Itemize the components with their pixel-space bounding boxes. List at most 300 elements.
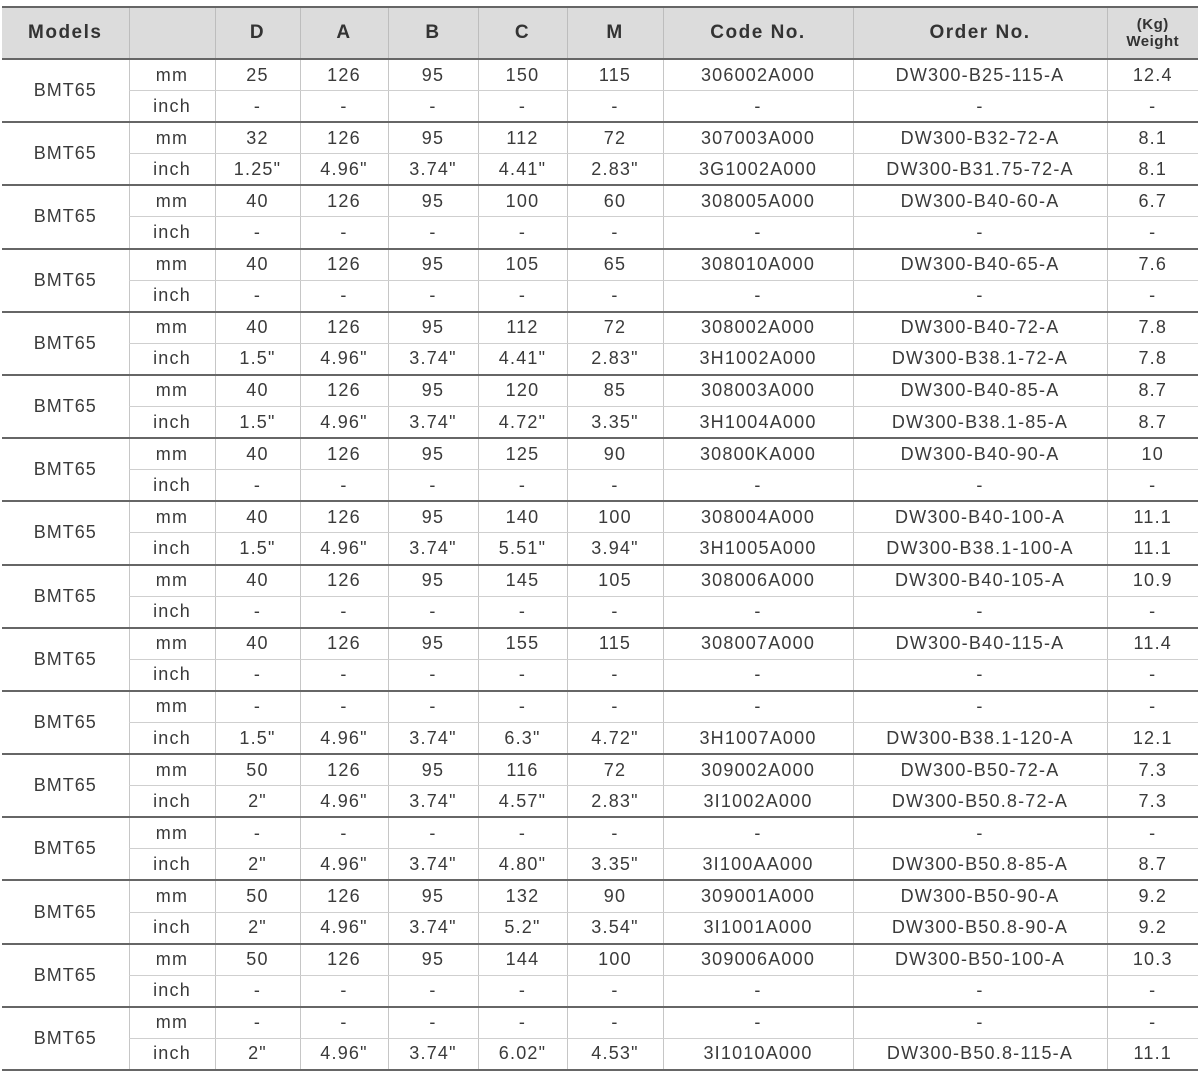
weight-cell: 7.8 (1107, 312, 1198, 344)
code-no-cell: 3I100AA000 (663, 849, 853, 881)
order-no-cell: DW300-B50-72-A (853, 754, 1107, 786)
m-cell: 65 (567, 249, 663, 281)
table-row (2, 912, 1198, 944)
table-row (2, 691, 1198, 723)
b-cell: 95 (388, 59, 478, 91)
c-cell: 5.51" (478, 533, 567, 565)
model-cell: BMT65 (2, 754, 129, 817)
order-no-cell: DW300-B38.1-72-A (853, 343, 1107, 375)
order-no-cell: DW300-B50-100-A (853, 944, 1107, 976)
weight-cell: - (1107, 596, 1198, 628)
table-row (2, 628, 1198, 660)
d-cell: - (215, 817, 300, 849)
c-cell: 140 (478, 501, 567, 533)
code-no-cell: 30800KA000 (663, 438, 853, 470)
c-cell: 112 (478, 122, 567, 154)
d-cell: - (215, 470, 300, 502)
c-cell: - (478, 91, 567, 123)
weight-cell: 8.1 (1107, 154, 1198, 186)
unit-cell: mm (129, 691, 215, 723)
c-cell: 6.3" (478, 722, 567, 754)
unit-cell: inch (129, 912, 215, 944)
b-cell: 3.74" (388, 849, 478, 881)
a-cell: 126 (300, 122, 388, 154)
d-cell: 1.5" (215, 343, 300, 375)
a-cell: - (300, 596, 388, 628)
table-row (2, 786, 1198, 818)
b-cell: 3.74" (388, 1038, 478, 1070)
table-row (2, 533, 1198, 565)
code-no-cell: 3I1001A000 (663, 912, 853, 944)
d-cell: 40 (215, 628, 300, 660)
weight-cell: 10 (1107, 438, 1198, 470)
b-cell: 95 (388, 501, 478, 533)
m-cell: 3.35" (567, 407, 663, 439)
code-no-cell: - (663, 91, 853, 123)
unit-cell: inch (129, 722, 215, 754)
c-cell: - (478, 975, 567, 1007)
m-cell: - (567, 691, 663, 723)
unit-cell: inch (129, 659, 215, 691)
table-row (2, 217, 1198, 249)
table-row (2, 59, 1198, 91)
a-cell: 126 (300, 628, 388, 660)
order-no-cell: DW300-B31.75-72-A (853, 154, 1107, 186)
weight-cell: 8.7 (1107, 407, 1198, 439)
d-cell: 2" (215, 786, 300, 818)
b-cell: 3.74" (388, 912, 478, 944)
unit-cell: inch (129, 470, 215, 502)
order-no-cell: DW300-B40-85-A (853, 375, 1107, 407)
weight-cell: - (1107, 217, 1198, 249)
order-no-cell: - (853, 1007, 1107, 1039)
code-no-cell: 308004A000 (663, 501, 853, 533)
a-cell: 126 (300, 438, 388, 470)
table-row (2, 312, 1198, 344)
a-cell: - (300, 975, 388, 1007)
table-row (2, 407, 1198, 439)
code-no-cell: 307003A000 (663, 122, 853, 154)
m-cell: 90 (567, 880, 663, 912)
order-no-cell: - (853, 91, 1107, 123)
m-cell: - (567, 975, 663, 1007)
code-no-cell: 3H1007A000 (663, 722, 853, 754)
table-row (2, 470, 1198, 502)
model-cell: BMT65 (2, 122, 129, 185)
c-cell: - (478, 596, 567, 628)
table-row (2, 722, 1198, 754)
code-no-cell: 3H1002A000 (663, 343, 853, 375)
a-cell: 4.96" (300, 849, 388, 881)
unit-cell: mm (129, 565, 215, 597)
weight-cell: - (1107, 659, 1198, 691)
unit-cell: inch (129, 407, 215, 439)
d-cell: - (215, 659, 300, 691)
c-cell: 145 (478, 565, 567, 597)
code-no-cell: 308010A000 (663, 249, 853, 281)
unit-cell: mm (129, 628, 215, 660)
weight-cell: - (1107, 1007, 1198, 1039)
m-cell: 60 (567, 185, 663, 217)
c-cell: 5.2" (478, 912, 567, 944)
m-cell: 105 (567, 565, 663, 597)
d-cell: - (215, 691, 300, 723)
m-cell: 85 (567, 375, 663, 407)
m-cell: 3.94" (567, 533, 663, 565)
weight-cell: - (1107, 91, 1198, 123)
m-cell: 3.54" (567, 912, 663, 944)
weight-cell: 7.3 (1107, 786, 1198, 818)
b-cell: 95 (388, 122, 478, 154)
a-cell: 4.96" (300, 533, 388, 565)
a-cell: 4.96" (300, 786, 388, 818)
code-no-cell: 309006A000 (663, 944, 853, 976)
a-cell: 126 (300, 944, 388, 976)
weight-cell: 9.2 (1107, 880, 1198, 912)
d-cell: 32 (215, 122, 300, 154)
b-cell: - (388, 817, 478, 849)
model-cell: BMT65 (2, 438, 129, 501)
unit-cell: mm (129, 944, 215, 976)
order-no-cell: DW300-B40-115-A (853, 628, 1107, 660)
b-cell: 3.74" (388, 154, 478, 186)
m-cell: 4.72" (567, 722, 663, 754)
c-cell: 155 (478, 628, 567, 660)
d-cell: 40 (215, 249, 300, 281)
order-no-cell: DW300-B32-72-A (853, 122, 1107, 154)
b-cell: - (388, 691, 478, 723)
d-cell: 1.5" (215, 722, 300, 754)
m-cell: 115 (567, 628, 663, 660)
m-cell: 100 (567, 944, 663, 976)
a-cell: - (300, 817, 388, 849)
model-cell: BMT65 (2, 1007, 129, 1070)
table-row (2, 343, 1198, 375)
code-no-cell: 3I1002A000 (663, 786, 853, 818)
table-row (2, 975, 1198, 1007)
table-row (2, 91, 1198, 123)
c-cell: 112 (478, 312, 567, 344)
weight-cell: 9.2 (1107, 912, 1198, 944)
table-row (2, 944, 1198, 976)
a-cell: 126 (300, 312, 388, 344)
d-cell: 40 (215, 312, 300, 344)
header-c: C (478, 7, 567, 59)
table-row (2, 565, 1198, 597)
order-no-cell: DW300-B50.8-72-A (853, 786, 1107, 818)
weight-cell: 8.1 (1107, 122, 1198, 154)
header-weight (1107, 7, 1198, 59)
order-no-cell: DW300-B40-60-A (853, 185, 1107, 217)
code-no-cell: - (663, 817, 853, 849)
d-cell: 2" (215, 1038, 300, 1070)
unit-cell: inch (129, 596, 215, 628)
c-cell: 125 (478, 438, 567, 470)
unit-cell: mm (129, 312, 215, 344)
a-cell: 4.96" (300, 407, 388, 439)
d-cell: 40 (215, 185, 300, 217)
b-cell: 95 (388, 628, 478, 660)
b-cell: - (388, 1007, 478, 1039)
d-cell: 40 (215, 565, 300, 597)
b-cell: 3.74" (388, 722, 478, 754)
order-no-cell: - (853, 596, 1107, 628)
b-cell: - (388, 280, 478, 312)
a-cell: 4.96" (300, 1038, 388, 1070)
c-cell: - (478, 470, 567, 502)
m-cell: - (567, 659, 663, 691)
weight-cell: 11.1 (1107, 1038, 1198, 1070)
a-cell: 126 (300, 249, 388, 281)
c-cell: 132 (478, 880, 567, 912)
order-no-cell: DW300-B40-90-A (853, 438, 1107, 470)
weight-cell: 7.8 (1107, 343, 1198, 375)
order-no-cell: DW300-B40-65-A (853, 249, 1107, 281)
code-no-cell: 3G1002A000 (663, 154, 853, 186)
c-cell: - (478, 659, 567, 691)
code-no-cell: - (663, 596, 853, 628)
a-cell: 4.96" (300, 912, 388, 944)
model-cell: BMT65 (2, 312, 129, 375)
a-cell: - (300, 1007, 388, 1039)
b-cell: 3.74" (388, 343, 478, 375)
a-cell: 4.96" (300, 343, 388, 375)
model-cell: BMT65 (2, 691, 129, 754)
model-cell: BMT65 (2, 59, 129, 122)
unit-cell: inch (129, 849, 215, 881)
order-no-cell: - (853, 659, 1107, 691)
c-cell: - (478, 691, 567, 723)
m-cell: - (567, 280, 663, 312)
unit-cell: mm (129, 249, 215, 281)
b-cell: - (388, 91, 478, 123)
table-row (2, 438, 1198, 470)
model-cell: BMT65 (2, 628, 129, 691)
order-no-cell: - (853, 975, 1107, 1007)
weight-cell: - (1107, 817, 1198, 849)
weight-cell: 6.7 (1107, 185, 1198, 217)
order-no-cell: DW300-B50-90-A (853, 880, 1107, 912)
unit-cell: inch (129, 91, 215, 123)
unit-cell: mm (129, 185, 215, 217)
weight-cell: - (1107, 280, 1198, 312)
d-cell: 50 (215, 754, 300, 786)
b-cell: - (388, 975, 478, 1007)
a-cell: 4.96" (300, 154, 388, 186)
b-cell: 95 (388, 438, 478, 470)
weight-cell: 11.4 (1107, 628, 1198, 660)
code-no-cell: - (663, 280, 853, 312)
a-cell: 4.96" (300, 722, 388, 754)
unit-cell: mm (129, 754, 215, 786)
d-cell: - (215, 1007, 300, 1039)
unit-cell: inch (129, 154, 215, 186)
b-cell: 95 (388, 185, 478, 217)
order-no-cell: - (853, 280, 1107, 312)
table-row (2, 280, 1198, 312)
m-cell: 100 (567, 501, 663, 533)
c-cell: 150 (478, 59, 567, 91)
table-row (2, 154, 1198, 186)
d-cell: 50 (215, 880, 300, 912)
a-cell: 126 (300, 185, 388, 217)
b-cell: 95 (388, 880, 478, 912)
a-cell: 126 (300, 375, 388, 407)
m-cell: 72 (567, 312, 663, 344)
m-cell: - (567, 596, 663, 628)
weight-unit: (Kg) (1136, 16, 1169, 33)
b-cell: 95 (388, 754, 478, 786)
m-cell: 115 (567, 59, 663, 91)
unit-cell: mm (129, 817, 215, 849)
b-cell: 3.74" (388, 407, 478, 439)
order-no-cell: DW300-B50.8-90-A (853, 912, 1107, 944)
c-cell: 4.41" (478, 343, 567, 375)
table-row (2, 754, 1198, 786)
weight-cell: - (1107, 691, 1198, 723)
header-m: M (567, 7, 663, 59)
order-no-cell: DW300-B50.8-115-A (853, 1038, 1107, 1070)
d-cell: 2" (215, 849, 300, 881)
unit-cell: mm (129, 880, 215, 912)
m-cell: - (567, 91, 663, 123)
weight-cell: 8.7 (1107, 849, 1198, 881)
c-cell: 4.72" (478, 407, 567, 439)
m-cell: 4.53" (567, 1038, 663, 1070)
c-cell: 6.02" (478, 1038, 567, 1070)
c-cell: 4.41" (478, 154, 567, 186)
a-cell: - (300, 691, 388, 723)
unit-cell: mm (129, 375, 215, 407)
table-row (2, 659, 1198, 691)
order-no-cell: - (853, 691, 1107, 723)
d-cell: - (215, 217, 300, 249)
d-cell: 1.5" (215, 407, 300, 439)
c-cell: - (478, 1007, 567, 1039)
a-cell: - (300, 280, 388, 312)
table-row (2, 1038, 1198, 1070)
weight-cell: 11.1 (1107, 501, 1198, 533)
code-no-cell: 308003A000 (663, 375, 853, 407)
c-cell: 4.57" (478, 786, 567, 818)
b-cell: 95 (388, 312, 478, 344)
order-no-cell: DW300-B38.1-85-A (853, 407, 1107, 439)
c-cell: - (478, 817, 567, 849)
order-no-cell: DW300-B38.1-120-A (853, 722, 1107, 754)
b-cell: 95 (388, 375, 478, 407)
a-cell: - (300, 470, 388, 502)
d-cell: 1.25" (215, 154, 300, 186)
header-a: A (300, 7, 388, 59)
d-cell: 40 (215, 438, 300, 470)
weight-cell: 8.7 (1107, 375, 1198, 407)
c-cell: 116 (478, 754, 567, 786)
weight-cell: - (1107, 470, 1198, 502)
code-no-cell: 308002A000 (663, 312, 853, 344)
code-no-cell: 3I1010A000 (663, 1038, 853, 1070)
d-cell: 50 (215, 944, 300, 976)
weight-cell: - (1107, 975, 1198, 1007)
a-cell: - (300, 217, 388, 249)
unit-cell: mm (129, 122, 215, 154)
c-cell: 144 (478, 944, 567, 976)
table-row (2, 185, 1198, 217)
b-cell: 95 (388, 944, 478, 976)
code-no-cell: 308006A000 (663, 565, 853, 597)
unit-cell: inch (129, 1038, 215, 1070)
c-cell: 4.80" (478, 849, 567, 881)
order-no-cell: DW300-B25-115-A (853, 59, 1107, 91)
header-models: Models (2, 7, 129, 59)
unit-cell: mm (129, 59, 215, 91)
unit-cell: mm (129, 438, 215, 470)
unit-cell: mm (129, 1007, 215, 1039)
table-row (2, 596, 1198, 628)
table-row (2, 817, 1198, 849)
c-cell: - (478, 280, 567, 312)
code-no-cell: 3H1004A000 (663, 407, 853, 439)
model-cell: BMT65 (2, 375, 129, 438)
a-cell: 126 (300, 880, 388, 912)
code-no-cell: - (663, 659, 853, 691)
table-row (2, 501, 1198, 533)
spec-table (2, 6, 1198, 1071)
code-no-cell: - (663, 691, 853, 723)
model-cell: BMT65 (2, 880, 129, 943)
d-cell: 40 (215, 501, 300, 533)
d-cell: - (215, 596, 300, 628)
table-body (2, 59, 1198, 1070)
weight-cell: 7.6 (1107, 249, 1198, 281)
model-cell: BMT65 (2, 944, 129, 1007)
code-no-cell: 308007A000 (663, 628, 853, 660)
header-unit (129, 7, 215, 59)
unit-cell: mm (129, 501, 215, 533)
code-no-cell: 309002A000 (663, 754, 853, 786)
model-cell: BMT65 (2, 817, 129, 880)
m-cell: 2.83" (567, 154, 663, 186)
table-row (2, 249, 1198, 281)
order-no-cell: - (853, 817, 1107, 849)
m-cell: 2.83" (567, 786, 663, 818)
m-cell: - (567, 817, 663, 849)
m-cell: - (567, 1007, 663, 1039)
d-cell: - (215, 975, 300, 1007)
model-cell: BMT65 (2, 185, 129, 248)
weight-cell: 10.3 (1107, 944, 1198, 976)
unit-cell: inch (129, 343, 215, 375)
b-cell: 3.74" (388, 786, 478, 818)
b-cell: 95 (388, 565, 478, 597)
b-cell: 3.74" (388, 533, 478, 565)
c-cell: 105 (478, 249, 567, 281)
order-no-cell: DW300-B38.1-100-A (853, 533, 1107, 565)
table-row (2, 375, 1198, 407)
weight-label: Weight (1126, 33, 1180, 50)
weight-cell: 12.1 (1107, 722, 1198, 754)
unit-cell: inch (129, 786, 215, 818)
a-cell: - (300, 91, 388, 123)
a-cell: 126 (300, 565, 388, 597)
unit-cell: inch (129, 280, 215, 312)
order-no-cell: DW300-B40-100-A (853, 501, 1107, 533)
model-cell: BMT65 (2, 249, 129, 312)
weight-cell: 11.1 (1107, 533, 1198, 565)
b-cell: - (388, 217, 478, 249)
unit-cell: inch (129, 533, 215, 565)
code-no-cell: 306002A000 (663, 59, 853, 91)
model-cell: BMT65 (2, 501, 129, 564)
